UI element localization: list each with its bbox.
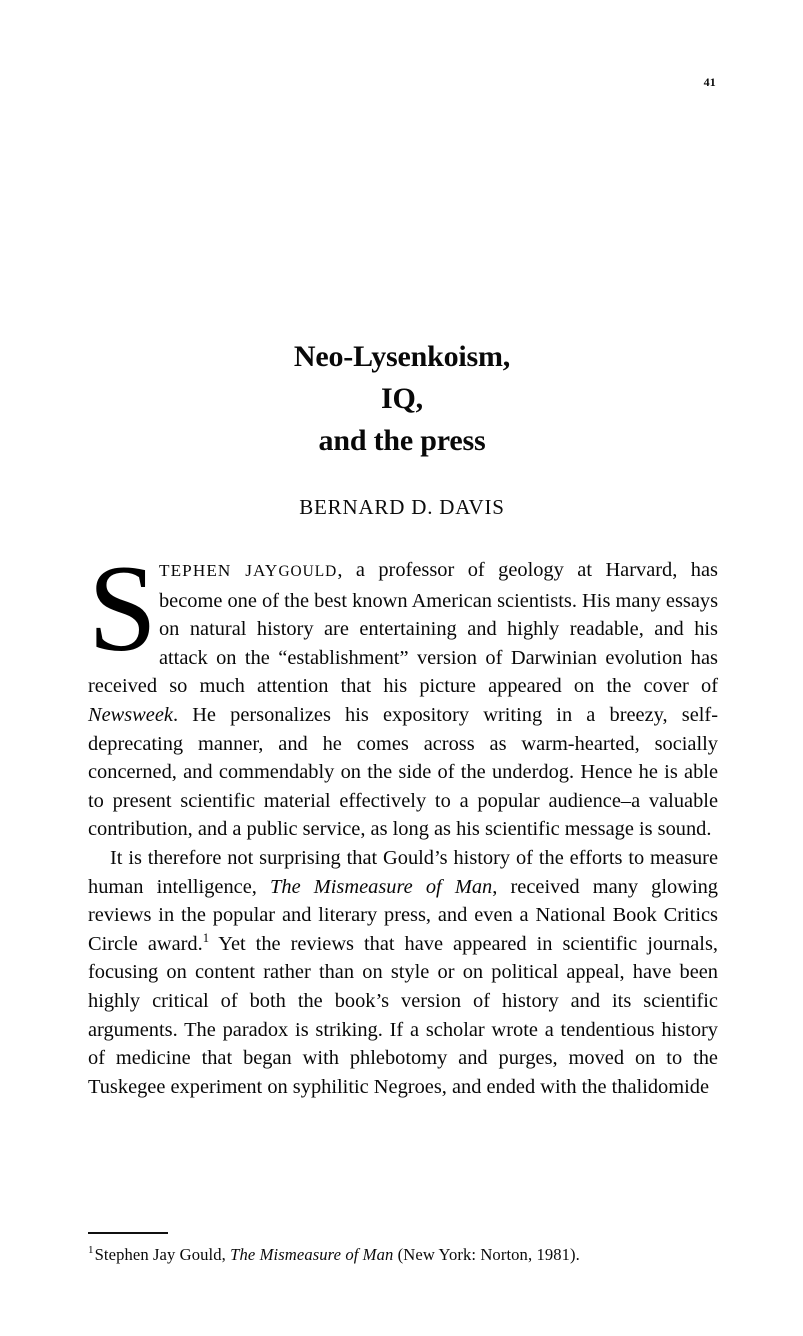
footnote-area (88, 1232, 718, 1266)
paragraph-1-text: , a professor of geology at Harvard, has become one of the best known American scientists. His many essays on natural history are entertaining and highly readable, and his attack on the “establishment” version of Darwinian evolution has received so much attention that his picture appeared on the cover of Newsweek. He personalizes his expository writing in a breezy, self-deprecating manner, and he comes across as warm-hearted, socially concerned, and commendably on the side of the underdog. Hence he is able to present scientific material effectively to a popular audience–a valuable contribution, and a public service, as long as his scientific message is sound. (88, 559, 718, 841)
article-title-line-3: and the press (318, 424, 486, 457)
footnote-reference: 1 (202, 930, 210, 945)
paragraph-2-text: It is therefore not surprising that Gould’s history of the efforts to measure human intelligence, The Mismeasure of Man, received many glowing reviews in the popular and literary press, and even a National Book Critics Circle award.$^1$ Yet the reviews that have appeared in scientific journals, focusing on content rather than on style or on political appeal, have been highly critical of both the book’s version of history and its scientific arguments. The paradox is striking. If a scholar wrote a tendentious history of medicine that began with phlebotomy and purges, moved on to the Tuskegee experiment on syphilitic Negroes, and ended with the thalidomide (88, 846, 719, 1098)
drop-cap-letter: S (88, 540, 157, 677)
footnote-1-text: Stephen Jay Gould, The Mismeasure of Man (New York: Norton, 1981). (94, 1245, 580, 1264)
italic-title: The Mismeasure of Man (230, 1245, 394, 1264)
italic-title: The Mismeasure of Man (270, 875, 493, 898)
lead-in-caps-large: TEPHEN JAY (158, 561, 279, 580)
article-byline: BERNARD D. DAVIS (299, 495, 505, 519)
paragraph-1 (88, 540, 718, 844)
article-title-block (88, 336, 716, 520)
footnote-separator-rule (88, 1232, 168, 1234)
article-title-line-2: IQ, (381, 382, 423, 415)
page-number: 41 (703, 75, 716, 89)
article-title-line-1: Neo-Lysenkoism, (293, 340, 511, 373)
italic-title: Newsweek (88, 703, 173, 726)
lead-in-caps-small: GOULD (278, 563, 338, 580)
footnote-marker: 1 (88, 1244, 94, 1257)
paragraph-2 (88, 844, 718, 1101)
article-body (88, 540, 719, 1101)
footnote-1 (88, 1244, 718, 1266)
